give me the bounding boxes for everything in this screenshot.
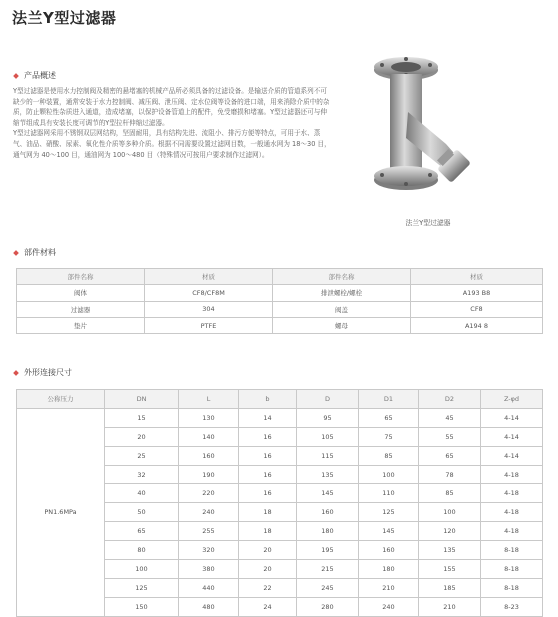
table-row [17, 317, 543, 333]
col-header-part: 部件名称 [273, 269, 411, 285]
table-cell: 130 [179, 408, 239, 427]
table-cell: 160 [359, 541, 419, 560]
table-cell: 25 [105, 446, 179, 465]
table-cell: 4-14 [481, 408, 543, 427]
dimensions-table [16, 389, 543, 617]
dimensions-heading [12, 367, 72, 378]
table-cell: 245 [297, 578, 359, 597]
table-cell: 8-23 [481, 597, 543, 616]
table-cell: 304 [145, 301, 273, 317]
table-cell: 100 [105, 560, 179, 579]
table-cell: 125 [359, 503, 419, 522]
table-cell: 135 [297, 465, 359, 484]
table-cell: 4-18 [481, 465, 543, 484]
table-cell: 215 [297, 560, 359, 579]
table-cell: 155 [419, 560, 481, 579]
table-cell: 78 [419, 465, 481, 484]
table-cell: 18 [239, 503, 297, 522]
table-cell: 16 [239, 465, 297, 484]
table-cell: 18 [239, 522, 297, 541]
table-cell: 32 [105, 465, 179, 484]
overview-heading-label: 产品概述 [24, 71, 56, 80]
overview-paragraph-1: Y型过滤器是使用水力控制阀及精密的悬堵塞的机械产品所必须具备的过滤设备。是输送介质的管道系列不可缺少的一种装置，通常安装于水力控制阀、减压阀、泄压阀、定水位阀等设备的进口端，用来消除介质中的杂质，防止颗粒性杂质进入通道，造成堵塞，以保护设备管道上的配件，免受磨损和堵塞。Y型过滤器还可与伸缩节组成具有安装长度可调节的Y型拉杆伸缩过滤器。 [13, 87, 330, 127]
table-cell: 65 [105, 522, 179, 541]
table-cell: 螺母 [273, 317, 411, 333]
table-cell: 480 [179, 597, 239, 616]
table-cell: 160 [179, 446, 239, 465]
table-cell: 180 [359, 560, 419, 579]
table-cell: 20 [105, 427, 179, 446]
dimensions-heading-label: 外形连接尺寸 [24, 368, 72, 377]
table-cell: 240 [179, 503, 239, 522]
table-cell: 280 [297, 597, 359, 616]
table-cell: 150 [105, 597, 179, 616]
table-cell: 22 [239, 578, 297, 597]
table-cell: 4-18 [481, 522, 543, 541]
materials-heading-label: 部件材料 [24, 248, 56, 257]
table-cell: 85 [359, 446, 419, 465]
table-cell: 190 [179, 465, 239, 484]
table-cell: A193 B8 [411, 285, 543, 301]
table-cell: 135 [419, 541, 481, 560]
table-cell: CF8/CF8M [145, 285, 273, 301]
table-cell: 40 [105, 484, 179, 503]
col-header-nominal-pressure: 公称压力 [17, 390, 105, 409]
col-header-material: 材质 [145, 269, 273, 285]
table-cell: 8-18 [481, 578, 543, 597]
table-cell: 50 [105, 503, 179, 522]
table-cell: 75 [359, 427, 419, 446]
table-cell: 240 [359, 597, 419, 616]
table-cell: 阀盖 [273, 301, 411, 317]
col-header-b: b [239, 390, 297, 409]
table-cell: 255 [179, 522, 239, 541]
table-cell: 105 [297, 427, 359, 446]
table-cell: 65 [359, 408, 419, 427]
table-cell: PTFE [145, 317, 273, 333]
table-cell: 16 [239, 484, 297, 503]
product-caption: 法兰Y型过滤器 [405, 219, 451, 227]
table-cell: 4-14 [481, 427, 543, 446]
table-row [17, 301, 543, 317]
col-header-part: 部件名称 [17, 269, 145, 285]
pressure-cell: PN1.6MPa [17, 408, 105, 616]
table-cell: 120 [419, 522, 481, 541]
table-cell: 4-14 [481, 446, 543, 465]
section-bullet-icon [13, 73, 19, 79]
table-cell: 45 [419, 408, 481, 427]
table-cell: 20 [239, 541, 297, 560]
table-cell: 140 [179, 427, 239, 446]
table-cell: 195 [297, 541, 359, 560]
table-cell: 125 [105, 578, 179, 597]
table-cell: 160 [297, 503, 359, 522]
table-row [17, 285, 543, 301]
table-cell: 145 [297, 484, 359, 503]
table-cell: 排泄螺栓/螺栓 [273, 285, 411, 301]
table-cell: 4-18 [481, 484, 543, 503]
section-bullet-icon [13, 370, 19, 376]
table-cell: 24 [239, 597, 297, 616]
y-strainer-product-image [368, 52, 478, 200]
col-header-material: 材质 [411, 269, 543, 285]
table-cell: 15 [105, 408, 179, 427]
table-header-row [17, 390, 543, 409]
table-cell: 16 [239, 446, 297, 465]
table-cell: 85 [419, 484, 481, 503]
col-header-dn: DN [105, 390, 179, 409]
table-header-row [17, 269, 543, 285]
table-cell: 4-18 [481, 503, 543, 522]
table-cell: 185 [419, 578, 481, 597]
table-cell: A194 8 [411, 317, 543, 333]
table-cell: 210 [359, 578, 419, 597]
overview-text [13, 86, 331, 160]
overview-paragraph-2: Y型过滤器网采用不锈钢双层网结构，坚固耐用，具有结构先进、流阻小、排污方便等特点，可用于水、蒸气、油品、硝酸、尿素、氧化性介质等多种介质。根据不同需要设置过滤网目数，一般通水网为 18～30 目，通气网为 40～100 目，通油网为 100～480 目（特殊情况可按用户要求制作过滤网）。 [13, 129, 331, 159]
materials-table [16, 268, 543, 334]
table-row [17, 408, 543, 427]
col-header-l: L [179, 390, 239, 409]
table-cell: 过滤器 [17, 301, 145, 317]
table-cell: 8-18 [481, 541, 543, 560]
table-cell: 垫片 [17, 317, 145, 333]
table-cell: 95 [297, 408, 359, 427]
table-cell: 65 [419, 446, 481, 465]
table-cell: 210 [419, 597, 481, 616]
overview-heading [12, 70, 56, 81]
table-cell: CF8 [411, 301, 543, 317]
table-cell: 220 [179, 484, 239, 503]
materials-heading [12, 247, 56, 258]
col-header-d: D [297, 390, 359, 409]
table-cell: 115 [297, 446, 359, 465]
table-cell: 180 [297, 522, 359, 541]
table-cell: 100 [359, 465, 419, 484]
table-cell: 80 [105, 541, 179, 560]
table-cell: 380 [179, 560, 239, 579]
col-header-d2: D2 [419, 390, 481, 409]
section-bullet-icon [13, 250, 19, 256]
table-cell: 100 [419, 503, 481, 522]
table-cell: 14 [239, 408, 297, 427]
table-cell: 55 [419, 427, 481, 446]
table-cell: 16 [239, 427, 297, 446]
table-cell: 110 [359, 484, 419, 503]
table-cell: 320 [179, 541, 239, 560]
table-cell: 阀体 [17, 285, 145, 301]
table-cell: 20 [239, 560, 297, 579]
table-cell: 8-18 [481, 560, 543, 579]
col-header-d1: D1 [359, 390, 419, 409]
table-cell: 440 [179, 578, 239, 597]
page-title: 法兰Y型过滤器 [12, 9, 117, 27]
table-cell: 145 [359, 522, 419, 541]
col-header-z-d: Z-φd [481, 390, 543, 409]
